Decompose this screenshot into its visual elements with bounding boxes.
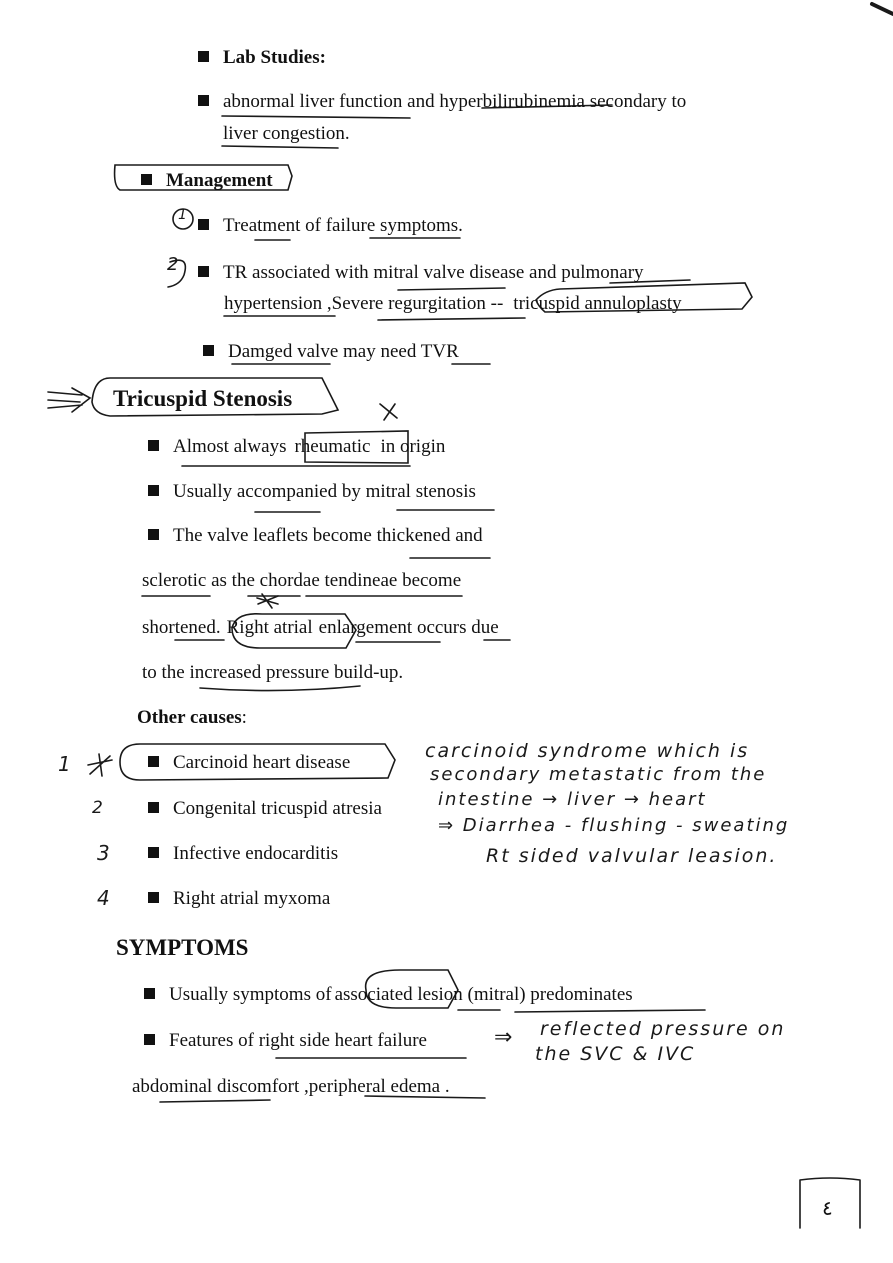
- bullet-icon: [148, 529, 159, 540]
- star-mark: [380, 404, 397, 420]
- bullet-icon: [148, 756, 159, 767]
- paragraph-line: to the increased pressure build-up.: [142, 662, 404, 683]
- handwritten-note: Rt sided valvular leasion.: [486, 845, 778, 867]
- bullet-icon: [198, 51, 209, 62]
- lab-item-continued: liver congestion.: [223, 123, 350, 144]
- underline: [378, 318, 525, 320]
- management-heading: Management: [141, 169, 273, 193]
- lab-item: abnormal liver function and hyperbilirubinemia secondary to: [198, 90, 686, 114]
- bullet-icon: [148, 440, 159, 451]
- ts-bullet-2: Usually accompanied by mitral stenosis: [148, 480, 476, 504]
- handwritten-note: ⇒ Diarrhea - flushing - sweating: [438, 815, 790, 836]
- underline: [222, 146, 338, 148]
- management-item-1: Treatment of failure symptoms.: [198, 214, 463, 238]
- bullet-icon: [148, 485, 159, 496]
- symptoms-heading: SYMPTOMS: [116, 935, 249, 960]
- paragraph-line: sclerotic as the chordae tendineae become: [142, 570, 462, 591]
- bullet-icon: [144, 1034, 155, 1045]
- cause-item: Right atrial myxoma: [148, 887, 330, 911]
- management-item-2: TR associated with mitral valve disease and pulmonary: [198, 261, 644, 285]
- bullet-icon: [144, 988, 155, 999]
- cause-item: Infective endocarditis: [148, 842, 338, 866]
- item-number: 2: [167, 254, 179, 275]
- underline: [160, 1100, 270, 1102]
- bullet-icon: [148, 847, 159, 858]
- boxed-text: tricuspid annuloplasty: [513, 293, 682, 314]
- underline: [222, 116, 410, 118]
- paragraph-line: shortened. Right atrial enlargement occurs due: [142, 617, 499, 638]
- section-title: Tricuspid Stenosis: [113, 386, 293, 411]
- bullet-icon: [141, 174, 152, 185]
- handwritten-note: reflected pressure on: [540, 1018, 786, 1040]
- bullet-icon: [203, 345, 214, 356]
- handwritten-note: carcinoid syndrome which is: [425, 740, 750, 762]
- bullet-icon: [198, 266, 209, 277]
- ts-bullet-1: Almost always rheumatic in origin: [148, 435, 445, 459]
- handwritten-note: the SVC & IVC: [535, 1043, 696, 1065]
- ts-bullet-3: The valve leaflets become thickened and: [148, 524, 483, 548]
- cause-item: Congenital tricuspid atresia: [148, 797, 382, 821]
- symptom-item: Usually symptoms of associated lesion (mitral) predominates: [144, 983, 633, 1007]
- management-item-3: Damged valve may need TVR: [203, 340, 459, 364]
- page-number: ٤: [822, 1196, 833, 1220]
- item-number: 1: [178, 207, 187, 223]
- cause-number: 1: [58, 752, 73, 776]
- cause-number: 3: [97, 841, 112, 865]
- cause-item: Carcinoid heart disease: [148, 751, 350, 775]
- bullet-icon: [198, 95, 209, 106]
- cause-number: 2: [92, 798, 105, 818]
- handwritten-note: secondary metastatic from the: [430, 764, 767, 785]
- paragraph-line: abdominal discomfort ,peripheral edema .: [132, 1076, 450, 1097]
- causes-heading: Other causes:: [137, 707, 247, 728]
- underline: [398, 288, 505, 290]
- symptom-item: Features of right side heart failure: [144, 1029, 427, 1053]
- underline: [200, 686, 360, 691]
- arrow-mark: [48, 388, 90, 412]
- underline: [515, 1010, 705, 1012]
- bullet-icon: [148, 892, 159, 903]
- handwritten-note: intestine → liver → heart: [438, 789, 707, 810]
- bullet-icon: [198, 219, 209, 230]
- bullet-icon: [148, 802, 159, 813]
- arrow-icon: ⇒: [494, 1025, 513, 1050]
- cause-number: 4: [97, 886, 112, 910]
- lab-heading: Lab Studies:: [198, 46, 326, 70]
- management-item-2-continued: hypertension ,Severe regurgitation -- tricuspid annuloplasty: [224, 293, 682, 314]
- star-mark: [88, 754, 112, 776]
- corner-mark: [872, 4, 893, 14]
